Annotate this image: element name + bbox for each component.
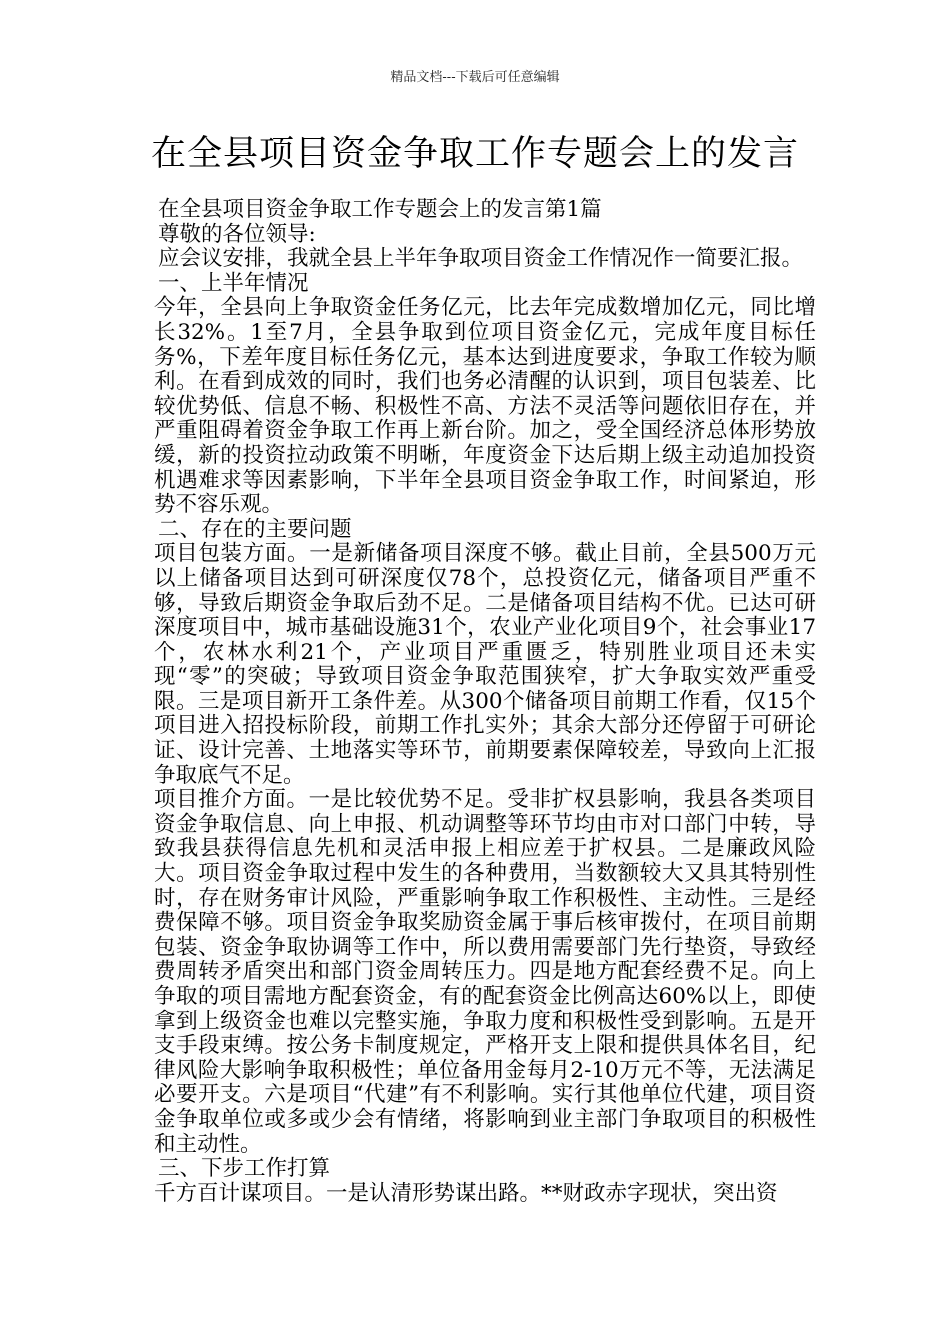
header-note: 精品文档---下载后可任意编辑 — [390, 70, 560, 85]
section-heading-1: 一、上半年情况 — [158, 270, 309, 296]
paragraph-project-promotion: 项目推介方面。一是比较优势不足。受非扩权县影响，我县各类项目资金争取信息、向上申报、机动调整等环节均由市对口部门中转，导致我县获得信息先机和灵活申报上相应差于扩权县。二是廉政风险大。项目资金争取过程中发生的各种费用，当数额较大又具其特别性时，存在财务审计风险，严重影响争取工作积极性、主动性。三是经费保障不够。项目资金争取奖励资金属于事后核审拨付，在项目前期包装、资金争取协调等工作中，所以费用需要部门先行垫资，导致经费周转矛盾突出和部门资金周转压力。四是地方配套经费不足。向上争取的项目需地方配套资金，有的配套资金比例高达60%以上，即使拿到上级资金也难以完整实施，争取力度和积极性受到影响。五是开支手段束缚。按公务卡制度规定，严格开支上限和提供具体名目，纪律风险大影响争取积极性；单位备用金每月2-10万元不等，无法满足必要开支。六是项目“代建”有不利影响。实行其他单位代建，项目资金争取单位或多或少会有情绪，将影响到业主部门争取项目的积极性和主动性。 — [154, 787, 816, 1157]
document-body — [142, 198, 816, 1206]
section-heading-3: 三、下步工作打算 — [158, 1156, 331, 1182]
paragraph-intro: 应会议安排，我就全县上半年争取项目资金工作情况作一简要汇报。 — [158, 246, 804, 272]
paragraph-project-packaging: 项目包装方面。一是新储备项目深度不够。截止目前，全县500万元以上储备项目达到可研深度仅78个，总投资亿元，储备项目严重不够，导致后期资金争取后劲不足。二是储备项目结构不优。已达可研深度项目中，城市基础设施31个，农业产业化项目9个，社会事业17个，农林水利21个，产业项目严重匮乏，特别胜业项目还未实现“零”的突破；导致项目资金争取范围狭窄，扩大争取实效严重受限。三是项目新开工条件差。从300个储备项目前期工作看，仅15个项目进入招投标阶段，前期工作扎实外；其余大部分还停留于可研论证、设计完善、土地落实等环节，前期要素保障较差，导致向上汇报争取底气不足。 — [154, 541, 816, 788]
paragraph-subtitle: 在全县项目资金争取工作专题会上的发言第1篇 — [158, 197, 602, 222]
paragraph-salutation: 尊敬的各位领导: — [158, 221, 316, 247]
document-title: 在全县项目资金争取工作专题会上的发言 — [150, 134, 799, 174]
section-heading-2: 二、存在的主要问题 — [158, 516, 352, 542]
paragraph-first-half: 今年，全县向上争取资金任务亿元，比去年完成数增加亿元，同比增长32%。1至7月，全县争取到位项目资金亿元，完成年度目标任务%，下差年度目标任务亿元，基本达到进度要求，争取工作较为顺利。在看到成效的同时，我们也务必清醒的认识到，项目包装差、比较优势低、信息不畅、积极性不高、方法不灵活等问题依旧存在，并严重阻碍着资金争取工作再上新台阶。加之，受全国经济总体形势放缓，新的投资拉动政策不明晰，年度资金下达后期上级主动追加投资机遇难求等因素影响，下半年全县项目资金争取工作，时间紧迫，形势不容乐观。 — [154, 295, 816, 518]
paragraph-next-steps: 千方百计谋项目。一是认清形势谋出路。**财政赤字现状，突出资 — [154, 1180, 778, 1206]
